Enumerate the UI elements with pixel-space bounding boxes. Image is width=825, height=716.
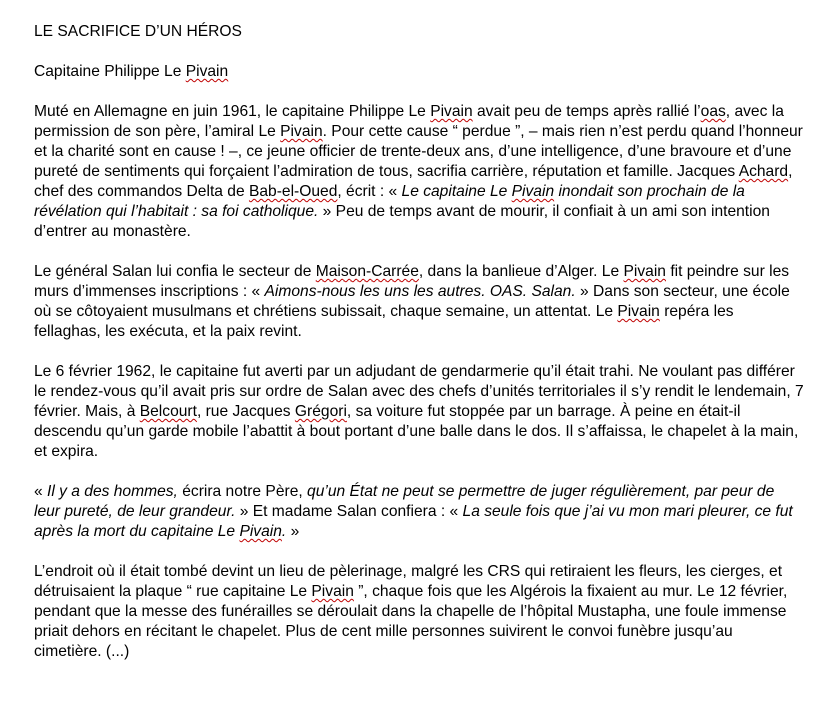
spellcheck-word: Maison-Carrée xyxy=(315,263,419,280)
paragraph-2: Le général Salan lui confia le secteur de Maison-Carrée, dans la banlieue d’Alger. Le Pivain fit peindre sur les murs d’immenses inscriptions : « Aimons-nous les uns les autres. OAS. Salan. » Dans son secteur, une école où se côtoyaient musulmans et chrétiens subissait, chaque semaine, un attentat. Le Pivain repéra les fellaghas, les exécuta, et la paix revint. xyxy=(34,263,790,340)
spellcheck-word: Bab-el-Oued xyxy=(248,183,338,200)
spellcheck-word: Pivain xyxy=(311,583,354,600)
spellcheck-word: Pivain xyxy=(511,183,555,200)
document-title: LE SACRIFICE D’UN HÉROS xyxy=(34,23,242,40)
spellcheck-word: oas xyxy=(700,103,726,120)
spellcheck-word: Pivain xyxy=(623,263,666,280)
spellcheck-word: Pivain xyxy=(239,523,282,540)
paragraph-3: Le 6 février 1962, le capitaine fut averti par un adjudant de gendarmerie qu’il était trahi. Ne voulant pas différer le rendez-vous qu’il avait pris sur ordre de Salan avec des chefs d’unités territoriales il s’y rendit le lendemain, 7 février. Mais, à Belcourt, rue Jacques Grégori, sa voiture fut stoppée par un barrage. À peine en était-il descendu qu’un garde mobile l’abattit à bout portant d’une balle dans le dos. Il s’affaissa, le chapelet à la main, et expira. xyxy=(34,363,804,460)
document-subtitle: Capitaine Philippe Le Pivain xyxy=(34,63,229,80)
spellcheck-word: Pivain xyxy=(280,123,323,140)
spellcheck-word: Pivain xyxy=(617,303,660,320)
document-page xyxy=(34,22,804,682)
spellcheck-word: Pivain xyxy=(430,103,473,120)
spellcheck-word: Belcourt xyxy=(139,403,197,420)
spellcheck-word: Achard xyxy=(738,163,789,180)
paragraph-4: « Il y a des hommes, écrira notre Père, qu’un État ne peut se permettre de juger régulièrement, par peur de leur pureté, de leur grandeur. » Et madame Salan confiera : « La seule fois que j’ai vu mon mari pleurer, ce fut après la mort du capitaine Le Pivain. » xyxy=(34,483,793,540)
spellcheck-word: Pivain xyxy=(185,63,229,80)
paragraph-5: L’endroit où il était tombé devint un lieu de pèlerinage, malgré les CRS qui retiraient les fleurs, les cierges, et détruisaient la plaque “ rue capitaine Le Pivain ”, chaque fois que les Algérois la fixaient au mur. Le 12 février, pendant que la messe des funérailles se déroulait dans la chapelle de l’hôpital Mustapha, une foule immense priait dehors en récitant le chapelet. Plus de cent mille personnes suivirent le convoi funèbre jusqu’au cimetière. (...) xyxy=(34,563,788,660)
spellcheck-word: Grégori xyxy=(294,403,347,420)
paragraph-1: Muté en Allemagne en juin 1961, le capitaine Philippe Le Pivain avait peu de temps après rallié l’oas, avec la permission de son père, l’amiral Le Pivain. Pour cette cause “ perdue ”, – mais rien n’est perdu quand l’honneur et la charité sont en cause ! –, ce jeune officier de trente-deux ans, d’une intelligence, d’une bravoure et d’une pureté de sentiments qui forçaient l’admiration de tous, sacrifia carrière, réputation et famille. Jacques Achard, chef des commandos Delta de Bab-el-Oued, écrit : « Le capitaine Le Pivain inondait son prochain de la révélation qui l’habitait : sa foi catholique. » Peu de temps avant de mourir, il confiait à un ami son intention d’entrer au monastère. xyxy=(34,103,803,240)
